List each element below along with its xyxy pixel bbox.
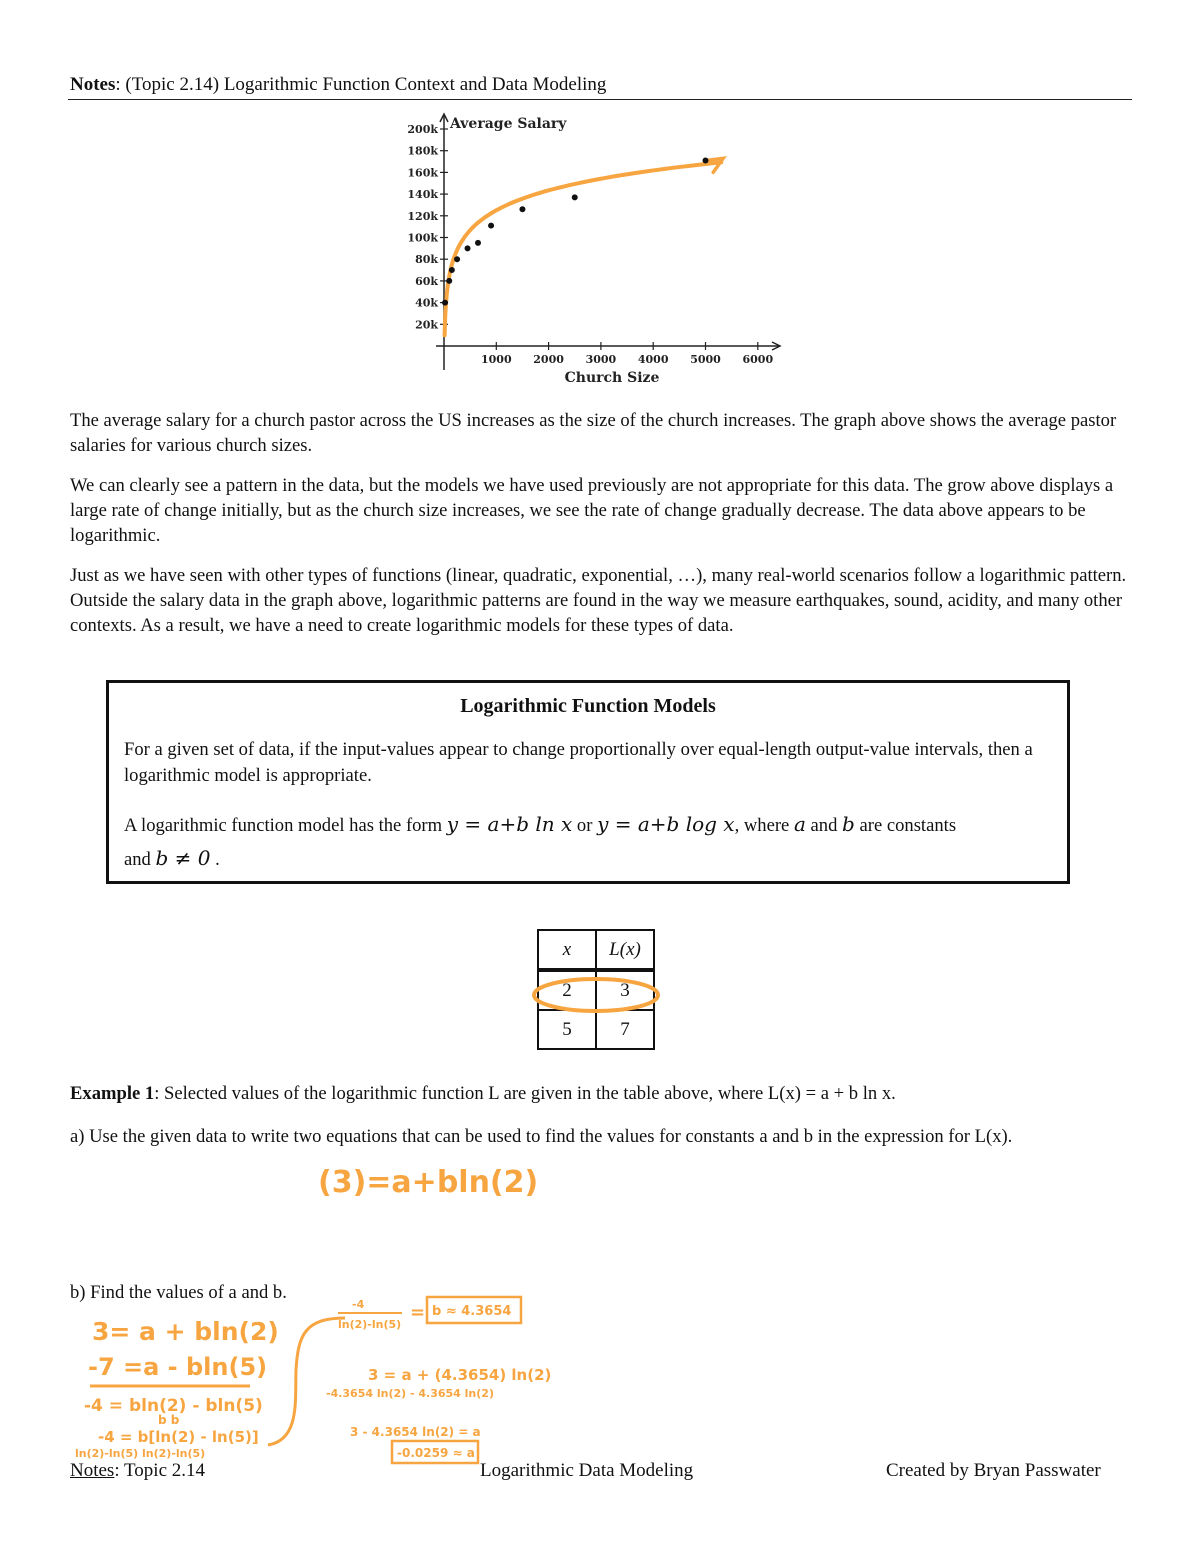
table-header-lx: L(x) bbox=[596, 930, 654, 970]
hw-line-3b: b b bbox=[158, 1413, 180, 1427]
table-row bbox=[538, 1010, 654, 1049]
salary-chart bbox=[400, 108, 800, 398]
y-tick-label: 100k bbox=[407, 231, 438, 245]
hw-boxed-a: -0.0259 ≈ a bbox=[397, 1446, 475, 1460]
hw-line-2: -7 =a - bln(5) bbox=[88, 1353, 268, 1381]
values-table bbox=[537, 929, 655, 1050]
y-tick-label: 120k bbox=[407, 209, 438, 223]
x-tick-label: 5000 bbox=[690, 353, 721, 366]
chart-title: Average Salary bbox=[450, 116, 567, 132]
question-a: a) Use the given data to write two equations that can be used to find the values for constants a and b in the expression for L(x). bbox=[70, 1126, 1013, 1147]
header-rule bbox=[68, 99, 1132, 100]
hw-equation-a: (3)=a+bln(2) bbox=[318, 1165, 539, 1200]
question-b: b) Find the values of a and b. bbox=[70, 1282, 287, 1303]
paragraph-intro: The average salary for a church pastor across the US increases as the size of the church increases. The graph above shows the average pastor salaries for various church sizes. bbox=[70, 410, 1117, 456]
footer-left-text: : Topic 2.14 bbox=[114, 1460, 206, 1481]
fit-curve bbox=[445, 162, 722, 335]
data-point bbox=[449, 267, 455, 273]
y-tick-label: 140k bbox=[407, 188, 438, 202]
footer-notes-label: Notes bbox=[70, 1460, 115, 1481]
paragraph-context: Just as we have seen with other types of functions (linear, quadratic, exponential, …), many real-world scenarios follow a logarithmic pattern. Outside the salary data in the graph above, logarithmic patterns are found in the way we measure earthquakes, sound, acidity, and many other contexts. As a result, we have a need to create logarithmic models for these types of data. bbox=[70, 565, 1127, 636]
box-paragraph-form bbox=[124, 808, 1059, 876]
y-tick-label: 60k bbox=[415, 274, 438, 288]
hw-line-3: -4 = bln(2) - bln(5) bbox=[84, 1396, 263, 1416]
const-a: a bbox=[793, 812, 806, 836]
hw-r1c: = bbox=[410, 1302, 426, 1323]
y-tick-label: 160k bbox=[407, 166, 438, 180]
page-header bbox=[70, 72, 1132, 98]
x-tick-label: 6000 bbox=[742, 353, 774, 366]
y-tick-label: 80k bbox=[415, 253, 438, 267]
example-label: Example 1 bbox=[70, 1083, 155, 1104]
paragraph-pattern: We can clearly see a pattern in the data, but the models we have used previously are not appropriate for this data. The grow above displays a large rate of change initially, but as the church size increases, we see the rate of change gradually decrease. The data above appears to be logarithmic. bbox=[70, 475, 1114, 546]
x-tick-label: 1000 bbox=[480, 353, 512, 366]
hw-r2: 3 = a + (4.3654) ln(2) bbox=[368, 1366, 552, 1384]
y-tick-label: 180k bbox=[407, 144, 438, 158]
formula-log: y = a+b log x bbox=[597, 812, 735, 836]
hw-r3: 3 - 4.3654 ln(2) = a bbox=[350, 1425, 481, 1439]
data-point bbox=[442, 300, 448, 306]
line2-and: and bbox=[124, 849, 156, 870]
box-title: Logarithmic Function Models bbox=[460, 695, 716, 717]
box-paragraph-proportional: For a given set of data, if the input-values appear to change proportionally over equal-length output-value intervals, then a logarithmic model is appropriate. bbox=[124, 739, 1033, 786]
table-cell: 5 bbox=[538, 1010, 596, 1049]
hw-boxed-b: b ≈ 4.3654 bbox=[432, 1304, 512, 1319]
data-point bbox=[572, 194, 578, 200]
example-text: : Selected values of the logarithmic function L are given in the table above, where L(x) = a + b ln x. bbox=[154, 1083, 896, 1104]
or-text: or bbox=[572, 815, 598, 836]
table-cell: 2 bbox=[538, 970, 596, 1010]
footer-center: Logarithmic Data Modeling bbox=[480, 1460, 694, 1481]
data-point bbox=[703, 157, 709, 163]
form-intro: A logarithmic function model has the form bbox=[124, 815, 447, 836]
condition-b-nonzero: b ≠ 0 bbox=[155, 846, 211, 870]
hw-line-4b: ln(2)-ln(5) ln(2)-ln(5) bbox=[75, 1447, 206, 1460]
data-point bbox=[465, 245, 471, 251]
notes-label: Notes bbox=[70, 74, 116, 95]
table-header-x: x bbox=[538, 930, 596, 970]
x-tick-label: 2000 bbox=[533, 353, 564, 366]
y-tick-label: 200k bbox=[407, 123, 438, 136]
table-row bbox=[538, 970, 654, 1010]
const-b: b bbox=[842, 812, 855, 836]
y-tick-label: 40k bbox=[415, 296, 438, 310]
and-text: and bbox=[805, 815, 843, 836]
data-point bbox=[475, 240, 481, 246]
footer-right: Created by Bryan Passwater bbox=[886, 1460, 1101, 1481]
x-axis-label: Church Size bbox=[564, 370, 660, 386]
data-point bbox=[519, 206, 525, 212]
table-cell: 3 bbox=[596, 970, 654, 1010]
table-cell: 7 bbox=[596, 1010, 654, 1049]
x-tick-label: 3000 bbox=[585, 353, 617, 366]
footer-left bbox=[70, 1460, 205, 1482]
where-text: , where bbox=[734, 815, 794, 836]
formula-ln: y = a+b ln x bbox=[446, 812, 573, 836]
hw-r2b: -4.3654 ln(2) - 4.3654 ln(2) bbox=[326, 1387, 494, 1400]
header-title: : (Topic 2.14) Logarithmic Function Context and Data Modeling bbox=[115, 74, 607, 95]
hw-arrow bbox=[268, 1318, 345, 1445]
data-point bbox=[446, 278, 452, 284]
example-1 bbox=[70, 1081, 1132, 1106]
period: . bbox=[210, 849, 220, 870]
hw-r1b: ln(2)-ln(5) bbox=[338, 1318, 402, 1331]
hw-box-a bbox=[392, 1441, 478, 1463]
hw-line-1: 3= a + bln(2) bbox=[92, 1317, 279, 1346]
definition-box bbox=[106, 680, 1070, 884]
hw-line-4: -4 = b[ln(2) - ln(5)] bbox=[98, 1428, 259, 1446]
y-tick-label: 20k bbox=[415, 318, 438, 332]
hw-r1: -4 bbox=[352, 1298, 365, 1311]
x-tick-label: 4000 bbox=[637, 353, 669, 366]
table-header-row bbox=[538, 930, 654, 970]
data-point bbox=[488, 223, 494, 229]
data-point bbox=[454, 256, 460, 262]
constants-text: are constants bbox=[854, 815, 957, 836]
